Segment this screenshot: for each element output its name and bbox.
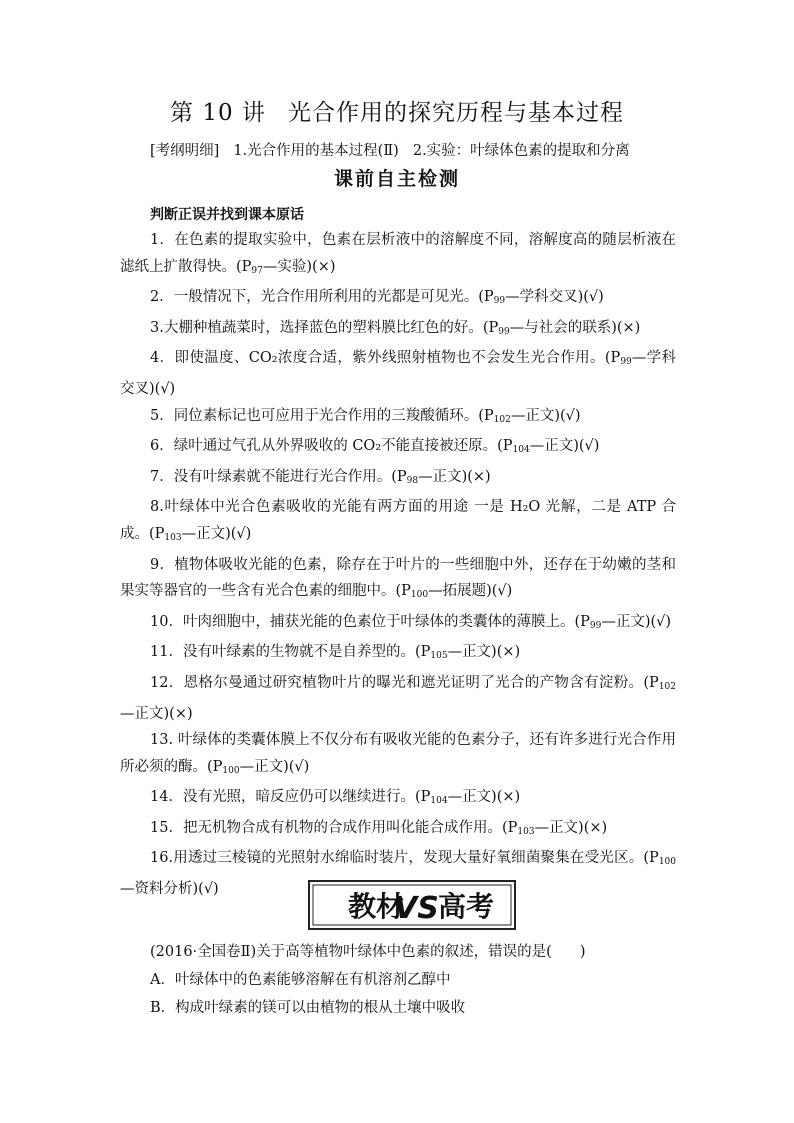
question-item: 16.用透过三棱镜的光照射水绵临时装片，发现大量好氧细菌聚集在受光区。($P_{100}—$资料分析)(√) bbox=[120, 850, 676, 898]
question-item: 6．绿叶通过气孔从外界吸收的 CO₂不能直接被还原。($P_{104}—$正文)(√) bbox=[150, 438, 600, 456]
question-item: 9．植物体吸收光能的色素，除存在于叶片的一些细胞中外，还存在于幼嫩的茎和果实等器官的一些含有光合色素的细胞中。($P_{100}—$拓展题)(√) bbox=[120, 556, 676, 601]
question-item: 14．没有光照，暗反应仍可以继续进行。($P_{104}—$正文)(×) bbox=[150, 789, 521, 807]
question-item: 3.大棚种植蔬菜时，选择蓝色的塑料膜比红色的好。($P_{99}—$与社会的联系)(×) bbox=[150, 319, 641, 337]
lecture-name: 光合作用的探究历程与基本过程 bbox=[287, 100, 624, 126]
banner-left-text: 教材 bbox=[348, 890, 405, 923]
question-item: 1．在色素的提取实验中，色素在层析液中的溶解度不同，溶解度高的随层析液在滤纸上扩散得快。($P_{97}—$实验)(×) bbox=[120, 232, 676, 276]
question-item: 15．把无机物合成有机物的合成作用叫化能合成作用。($P_{103}—$正文)(×) bbox=[150, 819, 608, 837]
question-item: 7．没有叶绿素就不能进行光合作用。($P_{98}—$正文)(×) bbox=[150, 468, 491, 486]
exam-stem: (2016·全国卷Ⅱ)关于高等植物叶绿体中色素的叙述，错误的是( ) bbox=[150, 944, 586, 960]
banner-vs-text: VS bbox=[394, 891, 439, 926]
lecture-title bbox=[0, 94, 794, 127]
lecture-number: 第 10 讲 bbox=[170, 100, 266, 126]
question-item: 5．同位素标记也可应用于光合作用的三羧酸循环。($P_{102}—$正文)(√) bbox=[150, 407, 581, 425]
question-list bbox=[120, 227, 676, 903]
textbook-vs-exam-banner bbox=[308, 880, 516, 930]
exam-question bbox=[150, 938, 690, 1022]
exam-choice-a: A．叶绿体中的色素能够溶解在有机溶剂乙醇中 bbox=[150, 972, 451, 988]
outline-item-1: 1.光合作用的基本过程(Ⅱ) bbox=[233, 143, 399, 159]
question-item: 2．一般情况下，光合作用所利用的光都是可见光。($P_{99}—$学科交叉)(√) bbox=[150, 289, 604, 307]
question-item: 8.叶绿体中光合色素吸收的光能有两方面的用途 一是 H₂O 光解，二是 ATP 合成。($P_{103}—$正文)(√) bbox=[120, 499, 676, 543]
section-title: 课前自主检测 bbox=[333, 168, 460, 190]
exam-choice-b: B．构成叶绿素的镁可以由植物的根从土壤中吸收 bbox=[150, 1000, 466, 1016]
question-item: 10．叶肉细胞中，捕获光能的色素位于叶绿体的类囊体的薄膜上。($P_{99}—$正文)(√) bbox=[150, 613, 672, 631]
section-subtitle: 判断正误并找到课本原话 bbox=[150, 207, 304, 223]
syllabus-outline bbox=[150, 139, 710, 160]
banner-right-text: 高考 bbox=[438, 890, 495, 923]
question-item: 4．即使温度、CO₂浓度合适，紫外线照射植物也不会发生光合作用。($P_{99}—$学科交叉)(√) bbox=[120, 350, 677, 397]
question-item: 11．没有叶绿素的生物就不是自养型的。($P_{105}—$正文)(×) bbox=[150, 644, 521, 662]
question-item: 13. 叶绿体的类囊体膜上不仅分布有吸收光能的色素分子，还有许多进行光合作用所必须的酶。($P_{100}—$正文)(√) bbox=[120, 732, 676, 776]
outline-item-2: 2.实验：叶绿体色素的提取和分离 bbox=[412, 143, 630, 159]
question-item: 12．恩格尔曼通过研究植物叶片的曝光和遮光证明了光合的产物含有淀粉。($P_{102}—$正文)(×) bbox=[120, 674, 676, 722]
outline-tag: [考纲明细] bbox=[150, 143, 220, 159]
